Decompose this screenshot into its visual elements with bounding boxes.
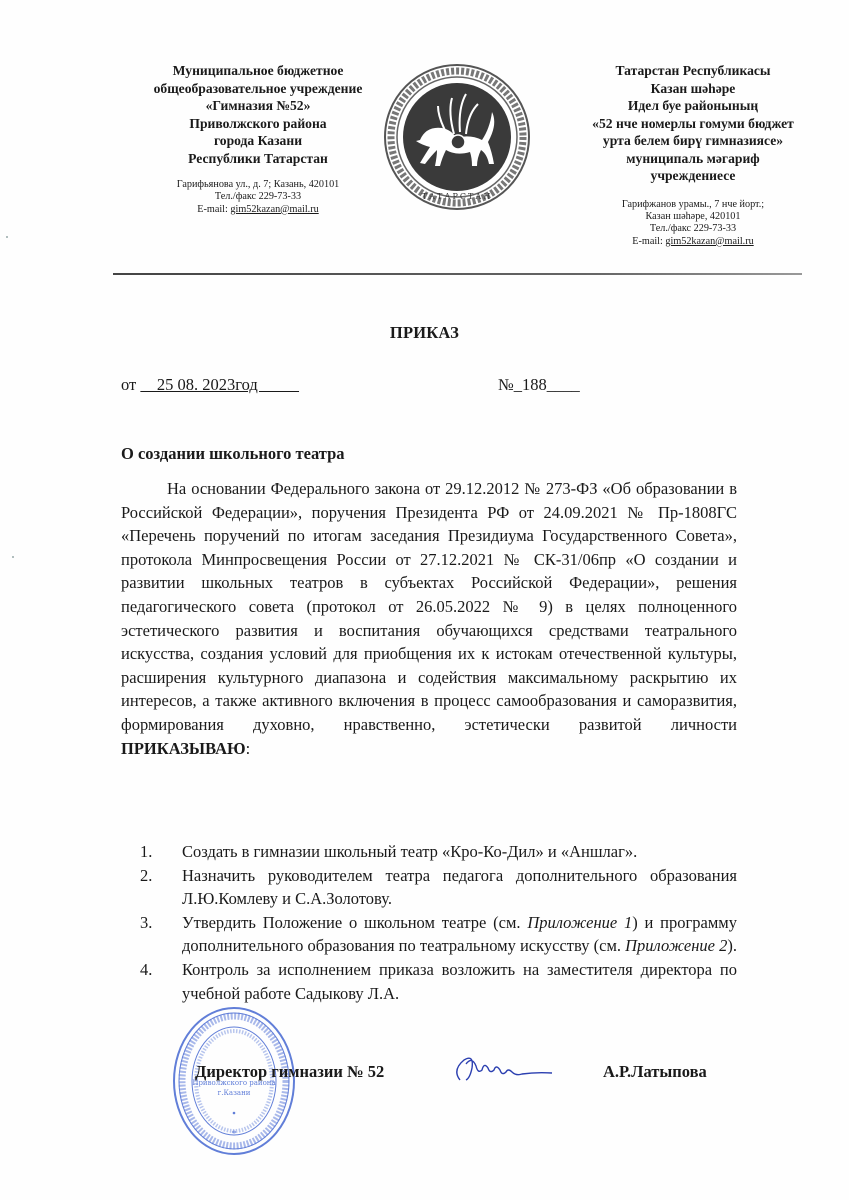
email-label: E-mail:	[197, 203, 231, 215]
item-number: 3.	[140, 912, 153, 932]
header-divider	[113, 273, 802, 275]
item-text: Создать в гимназии школьный театр «Кро-Ко-Дил» и «Аншлаг».	[182, 842, 638, 861]
org-name-line: Идел буе районының	[627, 98, 759, 113]
svg-text:*: *	[231, 1129, 237, 1140]
org-name-line: урта белем бирү гимназиясе»	[602, 133, 784, 148]
org-name-line: общеобразовательное учреждение	[153, 80, 363, 96]
scan-artifact	[6, 236, 8, 238]
date-prefix: от	[121, 375, 141, 394]
item-text: Утвердить Положение о школьном театре (см.	[182, 912, 528, 932]
signatory-title: Директор гимназии № 52	[195, 1062, 385, 1081]
order-item	[140, 958, 737, 1005]
document-title: ПРИКАЗ	[389, 323, 460, 342]
address-line-1: Гарифжанов урамы., 7 нче йорт.;	[621, 198, 765, 210]
order-colon: :	[245, 738, 251, 758]
contact-block-right	[548, 199, 838, 249]
org-name-line: «Гимназия №52»	[205, 98, 311, 113]
order-items-list	[140, 840, 737, 1005]
item-number: 1.	[140, 842, 153, 861]
org-name-line: Казан шәһәре	[650, 80, 736, 96]
email-row	[118, 204, 398, 216]
item-number: 4.	[140, 959, 153, 979]
order-date	[121, 375, 299, 395]
email-link[interactable]: gim52kazan@mail.ru	[230, 203, 319, 215]
header-left-russian	[118, 62, 398, 216]
email-row	[548, 236, 838, 248]
emblem-ring-text: ТАТАРСТАН	[421, 192, 493, 201]
org-name-line: Татарстан Республикасы	[615, 63, 771, 78]
order-item	[140, 840, 737, 864]
address: Гарифьянова ул., д. 7; Казань, 420101	[176, 179, 340, 190]
order-preamble	[121, 477, 737, 760]
number-prefix: №_	[498, 375, 522, 394]
org-name-line: Муниципальное бюджетное	[172, 63, 344, 78]
preamble-text: На основании Федерального закона от 29.12.2012 № 273-ФЗ «Об образовании в Российской Федерации», поручения Президента РФ от 24.09.2021 № Пр-1808ГС «Перечень поручений по итогам заседания Президиума Государственного Совета», протокола Минпросвещения России от 27.12.2021 № СК-31/06пр «О создании и развитии школьных театров в субъектах Российской Федерации», решения педагогического совета (протокол от 26.05.2022 № 9) в целях полноценного эстетического развития и воспитания обучающихся средствами театрального искусства, создания условий для приобщения их к истокам отечественной культуры, расширения культурного диапазона и содействия максимальному раскрытию их интересов, а также активного включения в процесс самообразования и саморазвития, формирования духовно, нравственно, эстетически развитой личности	[121, 479, 737, 734]
signatory-name: А.Р.Латыпова	[603, 1062, 707, 1081]
org-name-line: муниципаль мәгариф	[626, 150, 760, 166]
item-text: Контроль за исполнением приказа возложить на заместителя директора по учебной работе Садыкову Л.А.	[182, 959, 737, 1003]
org-name-line: города Казани	[213, 133, 303, 148]
item-text: Назначить руководителем театра педагога дополнительного образования Л.Ю.Комлеву и С.А.Золотову.	[182, 865, 737, 909]
scan-artifact	[12, 556, 14, 558]
appendix-ref-1: Приложение 1	[527, 912, 633, 932]
phone: Тел./факс 229-73-33	[214, 191, 302, 203]
org-name-line: Республики Татарстан	[188, 150, 328, 166]
email-label: E-mail:	[632, 235, 666, 247]
phone: Тел./факс 229-73-33	[649, 223, 737, 235]
appendix-ref-2: Приложение 2	[625, 936, 728, 956]
order-item	[140, 911, 737, 958]
order-number	[498, 375, 580, 395]
tatarstan-emblem-icon	[382, 62, 532, 212]
item-number: 2.	[140, 865, 153, 885]
email-link[interactable]: gim52kazan@mail.ru	[665, 235, 754, 247]
contact-block-left	[118, 179, 398, 216]
item-text: ) и программу дополнительного образования по театральному искусству (см.	[182, 912, 737, 956]
handwritten-signature-icon	[448, 1050, 568, 1090]
org-name-line: «52 нче номерлы гомуми бюджет	[592, 115, 794, 131]
stamp-text-2: г.Казани	[217, 1089, 251, 1097]
item-text: ).	[727, 936, 738, 956]
date-value: 25 08. 2023год	[140, 375, 300, 394]
org-name-line: учреждениесе	[650, 168, 736, 183]
order-subject: О создании школьного театра	[121, 444, 345, 463]
order-item	[140, 864, 737, 911]
order-keyword: ПРИКАЗЫВАЮ	[121, 738, 246, 758]
header-right-tatar	[548, 62, 838, 248]
number-value: 188____	[522, 375, 580, 394]
stamp-text-1: Приволжского района	[192, 1079, 276, 1087]
org-name-line: Приволжского района	[189, 115, 327, 131]
address-line-2: Казан шәһәре, 420101	[645, 210, 741, 222]
